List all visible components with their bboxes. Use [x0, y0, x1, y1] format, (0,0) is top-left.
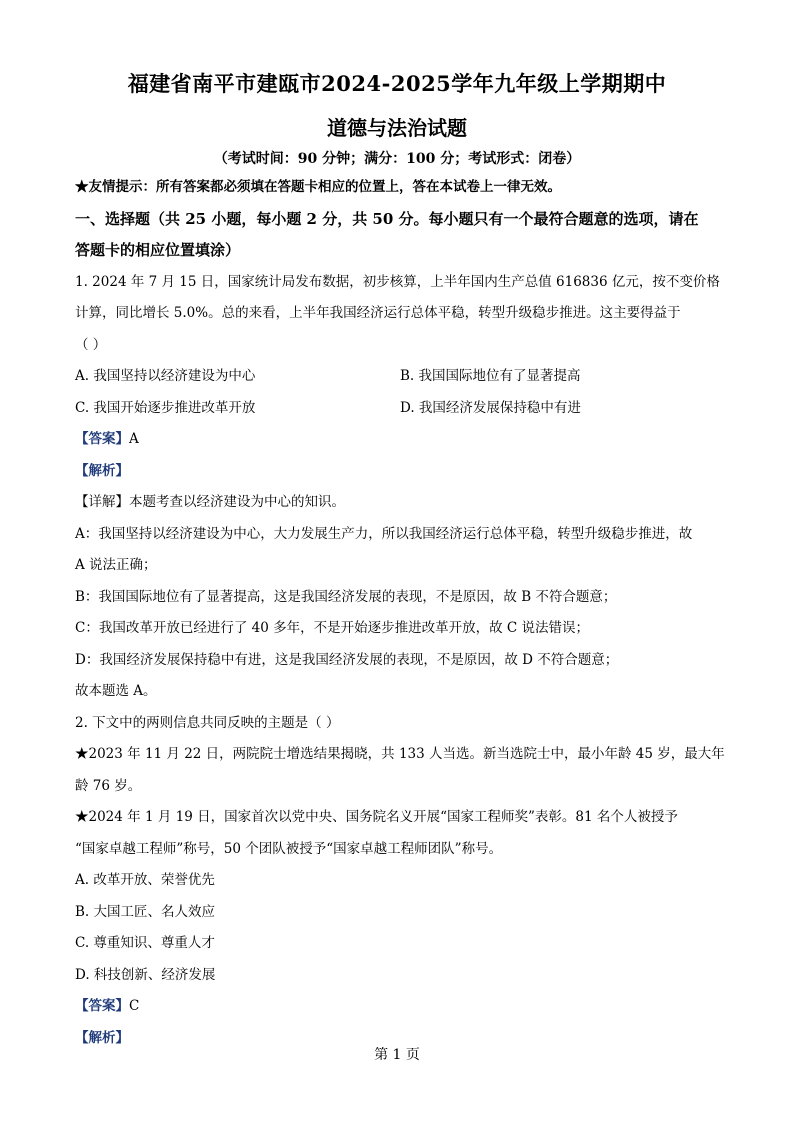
page-number: 第 1 页 [374, 1047, 420, 1063]
exam-body [75, 172, 725, 1054]
q2-stem: 2. 下文中的两则信息共同反映的主题是（ ） [75, 714, 340, 731]
section-heading-cont: 答题卡的相应位置填涂） [75, 241, 241, 259]
q2-option-c: C. 尊重知识、尊重人才 [75, 935, 215, 951]
q2-info2-line2: “国家卓越工程师”称号，50 个团队被授予“国家卓越工程师团队”称号。 [75, 840, 503, 857]
exam-info: （考试时间：90 分钟；满分：100 分；考试形式：闭卷） [213, 151, 581, 167]
q1-option-d: D. 我国经济发展保持稳中有进 [400, 399, 581, 416]
section-heading: 一、选择题（共 25 小题，每小题 2 分，共 50 分。每小题只有一个最符合题意的选项，请在 [75, 209, 699, 228]
q2-option-d: D. 科技创新、经济发展 [75, 966, 216, 983]
q2-answer-tag: 【答案】 [75, 998, 129, 1014]
q2-option-b: B. 大国工匠、名人效应 [75, 903, 216, 920]
q1-detail-text: 本题考查以经济建设为中心的知识。 [129, 494, 345, 510]
q1-options-row2 [75, 393, 725, 425]
q1-stem-line3: （ ） [75, 336, 107, 353]
q2-answer-value: C [129, 998, 140, 1014]
q2-analysis-tag: 【解析】 [75, 1029, 129, 1046]
exam-title-line1: 福建省南平市建瓯市2024-2025学年九年级上学期期中 [127, 71, 667, 96]
q1-option-a: A. 我国坚持以经济建设为中心 [75, 368, 256, 384]
q1-answer-value: A [129, 431, 139, 447]
q1-conclusion: 故本题选 A。 [75, 683, 157, 699]
q1-option-b: B. 我国国际地位有了显著提高 [400, 368, 581, 384]
exam-title-line2: 道德与法治试题 [327, 116, 467, 140]
q1-explain-b: B：我国国际地位有了显著提高，这是我国经济发展的表现，不是原因，故 B 不符合题意； [75, 588, 617, 605]
q1-stem-line1: 1. 2024 年 7 月 15 日，国家统计局发布数据，初步核算，上半年国内生产总值 616836 亿元，按不变价格 [75, 273, 720, 290]
notice-text: ★友情提示：所有答案都必须填在答题卡相应的位置上，答在本试卷上一律无效。 [75, 179, 561, 195]
q1-stem-line2: 计算，同比增长 5.0%。总的来看，上半年我国经济运行总体平稳，转型升级稳步推进。这主要得益于 [75, 305, 681, 321]
q1-explain-a-line1: A：我国坚持以经济建设为中心，大力发展生产力，所以我国经济运行总体平稳，转型升级稳步推进，故 [75, 525, 693, 542]
q2-option-a: A. 改革开放、荣誉优先 [75, 872, 215, 888]
q1-explain-d: D：我国经济发展保持稳中有进，这是我国经济发展的表现，不是原因，故 D 不符合题意； [75, 651, 619, 668]
q1-analysis-tag: 【解析】 [75, 462, 129, 479]
q1-answer [75, 424, 725, 456]
q1-option-c: C. 我国开始逐步推进改革开放 [75, 399, 256, 416]
q1-options-row1 [75, 361, 725, 393]
q2-info1-line1: ★2023 年 11 月 22 日，两院院士增选结果揭晓，共 133 人当选。新当选院士中，最小年龄 45 岁，最大年 [75, 746, 725, 762]
q2-answer [75, 991, 725, 1023]
q2-info2-line1: ★2024 年 1 月 19 日，国家首次以党中央、国务院名义开展“国家工程师奖”表彰。81 名个人被授予 [75, 809, 678, 825]
q2-info1-line2: 龄 76 岁。 [75, 777, 142, 794]
q1-answer-tag: 【答案】 [75, 431, 129, 447]
q1-explain-a-line2: A 说法正确； [75, 557, 157, 573]
q1-detail-tag: 【详解】 [75, 494, 129, 510]
q1-explain-c: C：我国改革开放已经进行了 40 多年，不是开始逐步推进改革开放，故 C 说法错误； [75, 620, 590, 636]
q1-detail [75, 487, 725, 519]
